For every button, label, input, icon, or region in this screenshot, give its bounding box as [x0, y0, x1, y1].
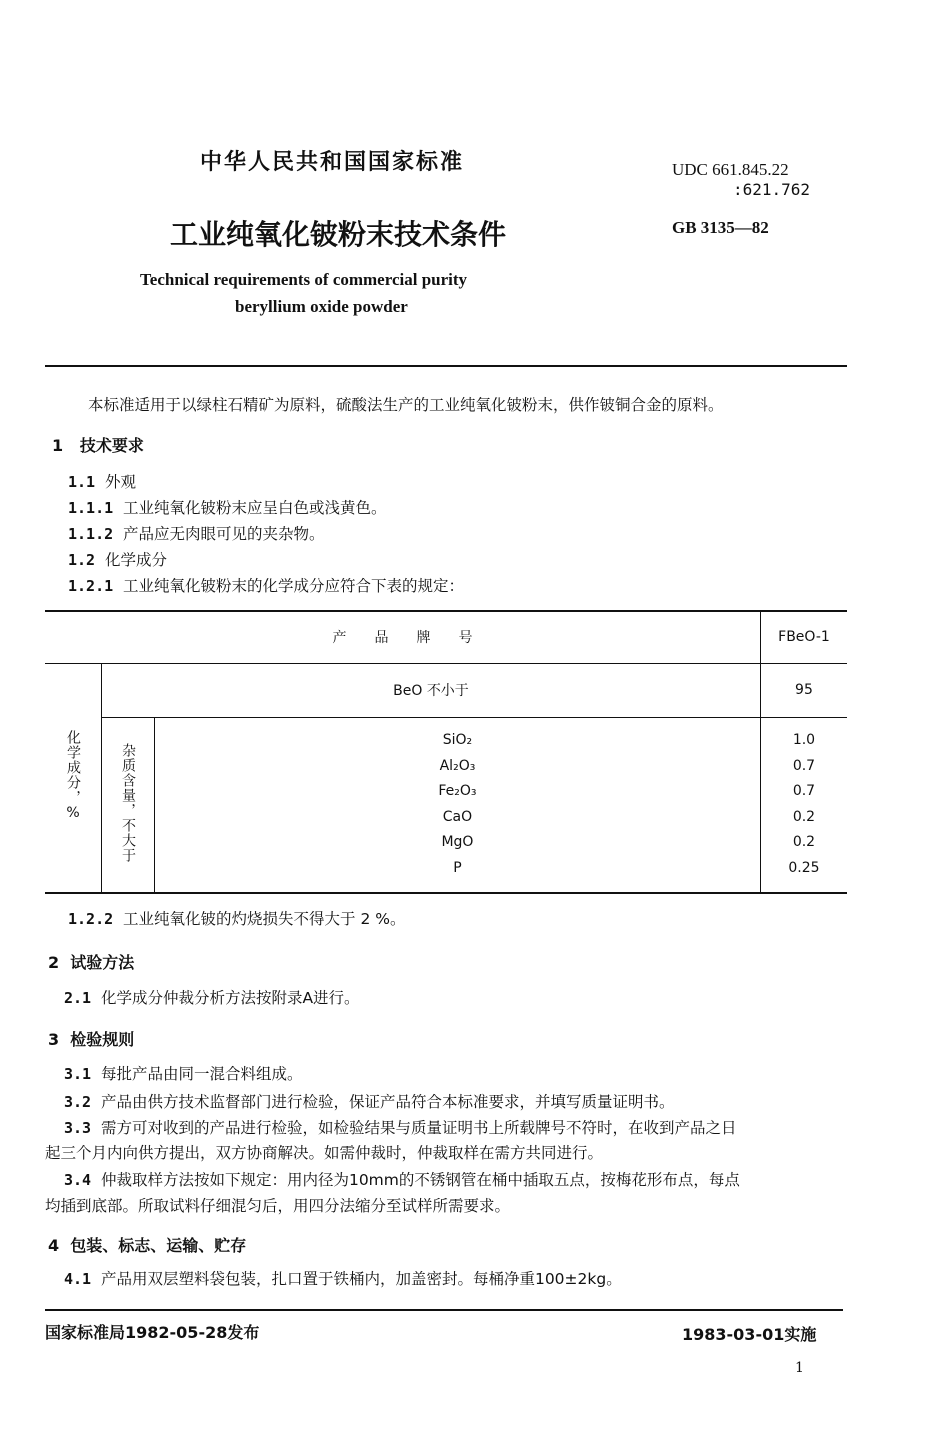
clause-1-2-2	[68, 907, 405, 929]
clause-number: 1.2.1	[68, 577, 114, 595]
clause-1-2	[68, 548, 167, 570]
table-header-row	[45, 611, 847, 663]
impurity-name: Al₂O₃	[439, 757, 476, 774]
section-3-heading	[48, 1027, 134, 1050]
section-2-heading	[48, 950, 134, 973]
section-number: 3	[48, 1030, 60, 1049]
clause-text: 产品由供方技术监督部门进行检验，保证产品符合本标准要求，并填写质量证明书。	[100, 1093, 675, 1111]
clause-3-2	[64, 1090, 674, 1112]
issuing-authority: 中华人民共和国国家标准	[200, 150, 465, 175]
composition-table	[45, 610, 847, 894]
section-number: 4	[48, 1236, 60, 1255]
section-number: 2	[48, 953, 60, 972]
impurity-name: MgO	[441, 834, 474, 851]
clause-1-1-1	[68, 496, 387, 518]
clause-title: 化学成分	[104, 551, 167, 569]
clause-3-1	[64, 1062, 302, 1084]
section-title: 技术要求	[79, 436, 144, 455]
section-title: 包装、标志、运输、贮存	[70, 1236, 247, 1255]
clause-1-2-1	[68, 574, 464, 596]
clause-text: 产品用双层塑料袋包装，扎口置于铁桶内，加盖密封。每桶净重100±2kg。	[100, 1270, 622, 1288]
clause-number: 3.2	[64, 1093, 92, 1111]
clause-text: 仲裁取样方法按如下规定：用内径为10mm的不锈钢管在桶中插取五点，按梅花形布点，每点	[100, 1171, 740, 1189]
clause-4-1	[64, 1267, 622, 1289]
clause-number: 3.1	[64, 1065, 92, 1083]
clause-text: 工业纯氧化铍粉末的化学成分应符合下表的规定：	[123, 577, 465, 595]
impurity-value: 0.25	[788, 859, 820, 876]
impurity-name: Fe₂O₃	[438, 783, 477, 800]
clause-2-1	[64, 986, 360, 1008]
section-number: 1	[52, 436, 64, 455]
clause-number: 3.3	[64, 1119, 92, 1137]
grade-header-label: 产 品 牌 号	[45, 611, 760, 663]
udc-code: UDC 661.845.22	[672, 160, 789, 179]
composition-side-label: 化学成分，%	[65, 729, 81, 822]
header-rule	[45, 365, 847, 367]
document-title-en-line2: beryllium oxide powder	[235, 297, 408, 316]
clause-3-4	[64, 1168, 740, 1190]
page-number: 1	[795, 1360, 804, 1376]
document-title-cn: 工业纯氧化铍粉末技术条件	[170, 218, 507, 251]
impurity-value: 0.2	[792, 834, 816, 851]
impurity-names	[155, 717, 761, 893]
clause-text: 工业纯氧化铍粉末应呈白色或浅黄色。	[123, 499, 387, 517]
clause-number: 1.2	[68, 551, 96, 569]
impurity-value: 0.2	[792, 808, 816, 825]
composition-side-label-cell	[45, 663, 102, 893]
impurity-value: 0.7	[792, 757, 816, 774]
clause-1-1	[68, 470, 136, 492]
impurity-name: P	[453, 859, 462, 876]
clause-number: 1.2.2	[68, 910, 114, 928]
clause-3-4-continued: 均插到底部。所取试料仔细混匀后，用四分法缩分至试样所需要求。	[45, 1197, 511, 1215]
impurity-row	[45, 717, 847, 893]
impurity-label-cell	[102, 717, 155, 893]
impurity-value: 1.0	[792, 732, 816, 749]
document-title-en-line1: Technical requirements of commercial purity	[140, 270, 468, 289]
gb-number: GB 3135—82	[672, 218, 769, 237]
section-1-heading	[52, 433, 144, 456]
effective-date: 1983-03-01实施	[682, 1325, 817, 1344]
clause-number: 4.1	[64, 1270, 92, 1288]
impurity-value: 0.7	[792, 783, 816, 800]
section-4-heading	[48, 1233, 246, 1256]
beo-label: BeO 不小于	[102, 663, 761, 717]
clause-text: 产品应无肉眼可见的夹杂物。	[123, 525, 325, 543]
clause-3-3	[64, 1116, 736, 1138]
grade-value: FBeO-1	[778, 629, 830, 646]
beo-row	[45, 663, 847, 717]
clause-text: 化学成分仲裁分析方法按附录A进行。	[100, 989, 360, 1007]
impurity-label: 杂质含量，不大于	[120, 742, 136, 863]
beo-value: 95	[795, 682, 813, 698]
clause-number: 1.1.2	[68, 525, 114, 543]
impurity-name: SiO₂	[442, 732, 473, 749]
clause-number: 1.1.1	[68, 499, 114, 517]
impurity-values	[760, 717, 847, 893]
clause-3-3-continued: 起三个月内向供方提出，双方协商解决。如需仲裁时，仲裁取样在需方共同进行。	[45, 1144, 604, 1162]
clause-text: 工业纯氧化铍的灼烧损失不得大于 2 %。	[123, 910, 406, 928]
clause-title: 外观	[104, 473, 136, 491]
clause-1-1-2	[68, 522, 325, 544]
scope-paragraph: 本标准适用于以绿柱石精矿为原料，硫酸法生产的工业纯氧化铍粉末，供作铍铜合金的原料。	[88, 396, 724, 414]
impurity-name: CaO	[442, 808, 473, 825]
clause-number: 2.1	[64, 989, 92, 1007]
udc-code-2: :621.762	[733, 180, 811, 199]
section-title: 试验方法	[70, 953, 135, 972]
footer-rule	[45, 1309, 843, 1311]
clause-number: 3.4	[64, 1171, 92, 1189]
clause-text: 每批产品由同一混合料组成。	[100, 1065, 303, 1083]
section-title: 检验规则	[70, 1030, 135, 1049]
clause-number: 1.1	[68, 473, 96, 491]
clause-text: 需方可对收到的产品进行检验，如检验结果与质量证明书上所载牌号不符时，在收到产品之日	[100, 1119, 737, 1137]
issue-date: 国家标准局1982-05-28发布	[45, 1323, 260, 1342]
